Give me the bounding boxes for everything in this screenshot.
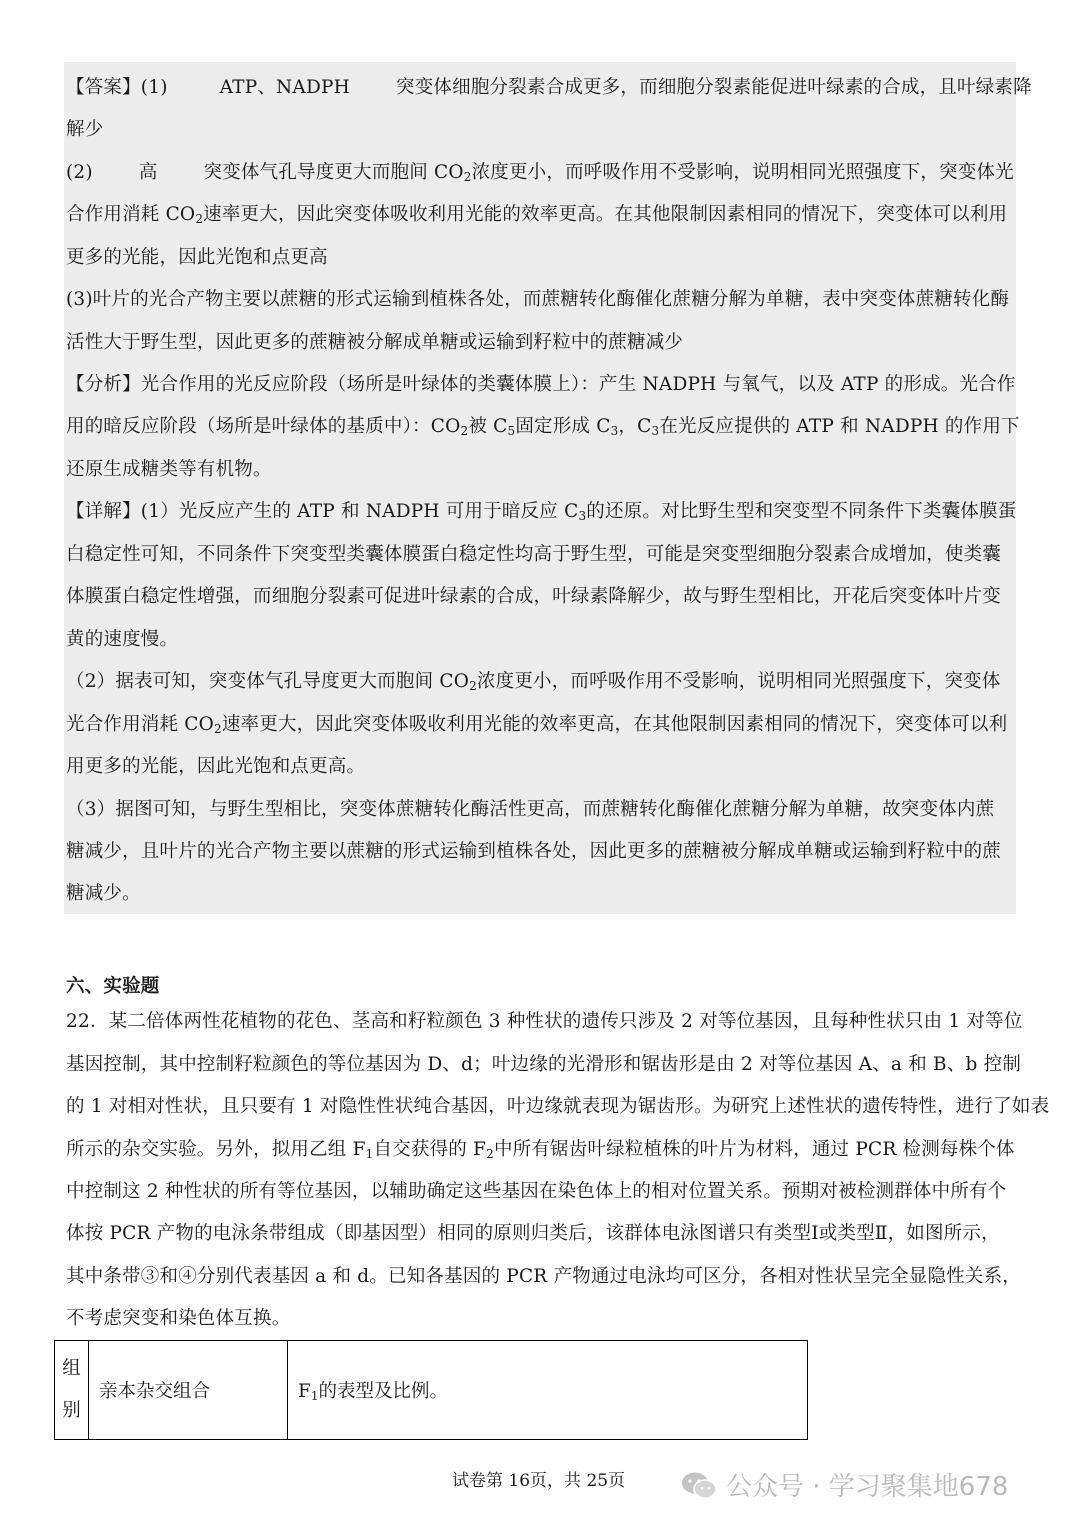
header-group: 组 别: [55, 1341, 89, 1440]
table-header-row: [55, 1341, 808, 1440]
answer-line-1: 【答案】(1) ATP、NADPH 突变体细胞分裂素合成更多，而细胞分裂素能促进叶绿素的合成，且叶绿素降: [66, 77, 1032, 98]
answer-line-4: 合作用消耗 $CO_2$速率更大，因此突变体吸收利用光能的效率更高。在其他限制因素相同的情况下，突变体可以利用: [66, 204, 1008, 226]
detail-line-6: 光合作用消耗 $CO_2$速率更大，因此突变体吸收利用光能的效率更高，在其他限制因素相同的情况下，突变体可以利: [66, 714, 1008, 736]
question-line-2: 基因控制，其中控制籽粒颜色的等位基因为 D、d；叶边缘的光滑形和锯齿形是由 2 对等位基因 A、a 和 B、b 控制: [66, 1054, 1022, 1075]
detail-line-1: 【详解】(1）光反应产生的 ATP 和 NADPH 可用于暗反应 $C_3$的还原。对比野生型和突变型不同条件下类囊体膜蛋: [66, 501, 1017, 523]
detail-line-9: 糖减少，且叶片的光合产物主要以蔗糖的形式运输到植株各处，因此更多的蔗糖被分解成单糖或运输到籽粒中的蔗: [66, 841, 1002, 862]
page-footer: 试卷第 16页，共 25页: [452, 1471, 626, 1491]
question-line-8: 不考虑突变和染色体互换。: [66, 1308, 291, 1329]
detail-line-8: （3）据图可知，与野生型相比，突变体蔗糖转化酶活性更高，而蔗糖转化酶催化蔗糖分解为单糖，故突变体内蔗: [66, 799, 995, 820]
section-heading: 六、实验题: [66, 976, 160, 997]
header-parent-cross: 亲本杂交组合: [89, 1341, 288, 1440]
question-line-3: 的 1 对相对性状，且只要有 1 对隐性性状纯合基因，叶边缘就表现为锯齿形。为研究上述性状的遗传特性，进行了如表: [66, 1096, 1050, 1117]
detail-line-5: （2）据表可知，突变体气孔导度更大而胞间 $CO_2$浓度更小，而呼吸作用不受影响，说明相同光照强度下，突变体: [66, 671, 1001, 693]
watermark: [680, 1466, 1008, 1503]
answer-line-6: (3)叶片的光合产物主要以蔗糖的形式运输到植株各处，而蔗糖转化酶催化蔗糖分解为单糖，表中突变体蔗糖转化酶: [66, 289, 1010, 310]
answer-line-5: 更多的光能，因此光饱和点更高: [66, 247, 328, 268]
detail-line-10: 糖减少。: [66, 883, 141, 904]
detail-line-2: 白稳定性可知，不同条件下突变型类囊体膜蛋白稳定性均高于野生型，可能是突变型细胞分裂素合成增加，使类囊: [66, 544, 1002, 565]
question-line-7: 其中条带③和④分别代表基因 a 和 d。已知各基因的 PCR 产物通过电泳均可区分，各相对性状呈完全显隐性关系，: [66, 1266, 1022, 1287]
watermark-text: 公众号 · 学习聚集地678: [726, 1472, 1009, 1502]
detail-line-7: 用更多的光能，因此光饱和点更高。: [66, 756, 366, 777]
answer-line-7: 活性大于野生型，因此更多的蔗糖被分解成单糖或运输到籽粒中的蔗糖减少: [66, 332, 684, 353]
answer-line-3: (2) 高 突变体气孔导度更大而胞间 $CO_2$浓度更小，而呼吸作用不受影响，说明相同光照强度下，突变体光: [66, 162, 1014, 184]
detail-line-4: 黄的速度慢。: [66, 629, 179, 650]
question-line-5: 中控制这 2 种性状的所有等位基因，以辅助确定这些基因在染色体上的相对位置关系。预期对被检测群体中所有个: [66, 1181, 1007, 1202]
answer-section-background: [64, 62, 1016, 914]
analysis-line-1: 【分析】光合作用的光反应阶段（场所是叶绿体的类囊体膜上）：产生 NADPH 与氧气，以及 ATP 的形成。光合作: [66, 374, 1016, 395]
answer-line-2: 解少: [66, 119, 104, 140]
header-f1-phenotype: $F_1$的表型及比例。: [288, 1341, 808, 1440]
wechat-icon: [680, 1470, 718, 1500]
detail-line-3: 体膜蛋白稳定性增强，而细胞分裂素可促进叶绿素的合成，叶绿素降解少，故与野生型相比，开花后突变体叶片变: [66, 586, 1002, 607]
cross-table: [54, 1340, 808, 1440]
analysis-line-3: 还原生成糖类等有机物。: [66, 459, 272, 480]
question-line-6: 体按 PCR 产物的电泳条带组成（即基因型）相同的原则归类后，该群体电泳图谱只有类型Ⅰ或类型Ⅱ，如图所示，: [66, 1223, 1000, 1244]
question-line-4: 所示的杂交实验。另外，拟用乙组 $F_1$自交获得的 $F_2$中所有锯齿叶绿粒植株的叶片为材料，通过 PCR 检测每株个体: [66, 1139, 1015, 1161]
question-line-1: 22．某二倍体两性花植物的花色、茎高和籽粒颜色 3 种性状的遗传只涉及 2 对等位基因，且每种性状只由 1 对等位: [66, 1011, 1023, 1032]
analysis-line-2: 用的暗反应阶段（场所是叶绿体的基质中）：$CO_2$被 $C_5$固定形成 $C_3$，$C_3$在光反应提供的 ATP 和 NADPH 的作用下: [66, 416, 1020, 438]
